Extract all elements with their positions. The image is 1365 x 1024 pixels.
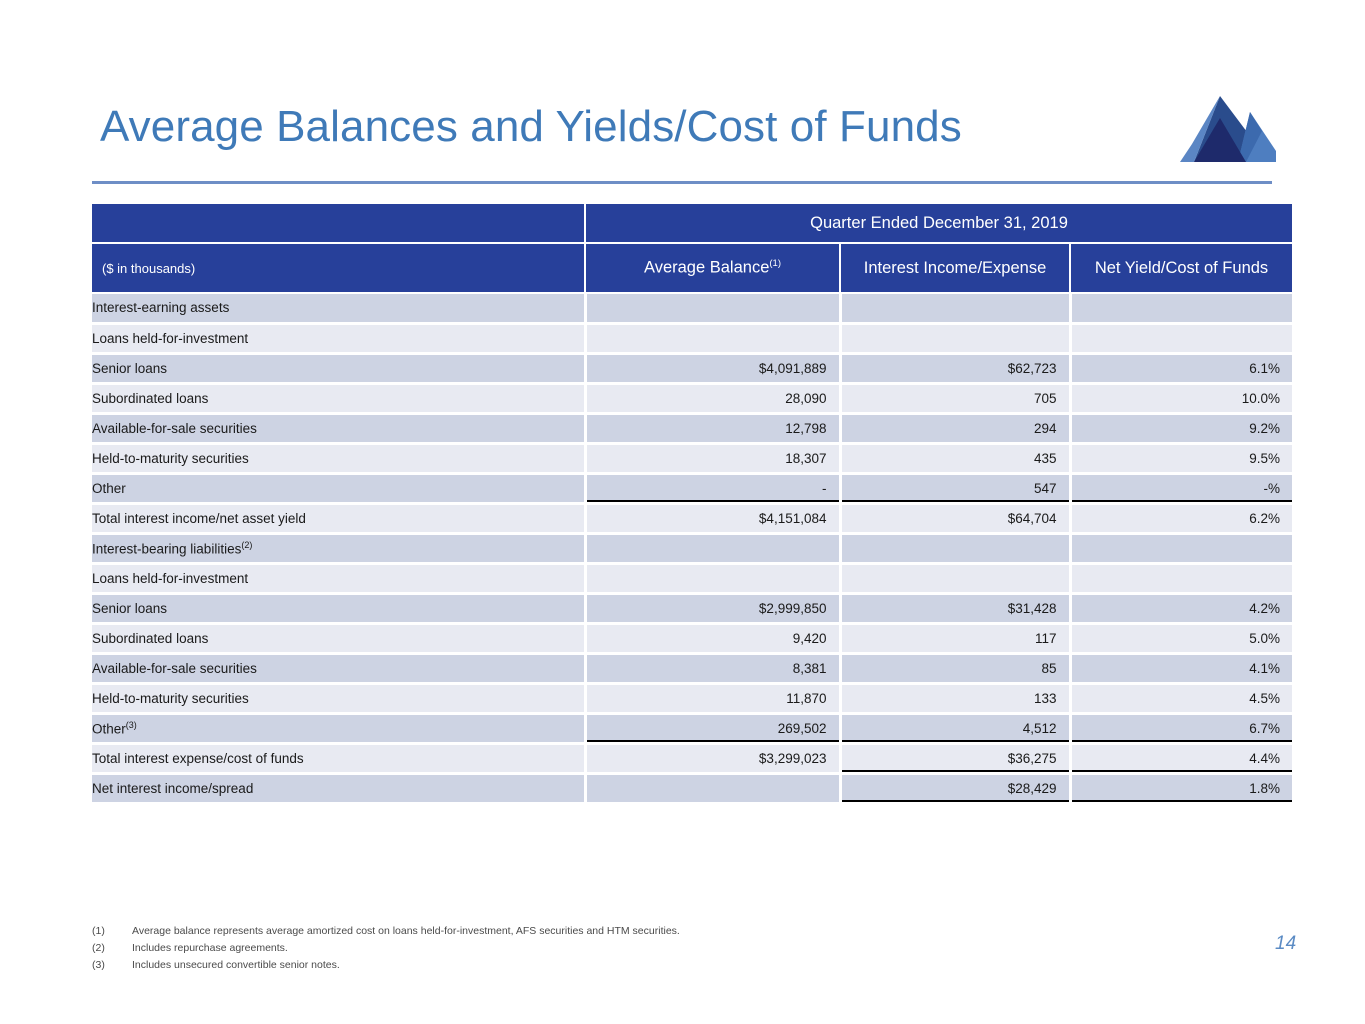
table-row: [92, 473, 1292, 503]
row-label: [92, 293, 585, 323]
row-average-balance: 9,420: [585, 623, 840, 653]
row-interest-income-expense: $31,428: [840, 593, 1070, 623]
row-average-balance: $4,091,889: [585, 353, 840, 383]
table-row: [92, 623, 1292, 653]
row-interest-income-expense: 294: [840, 413, 1070, 443]
row-interest-income-expense: 705: [840, 383, 1070, 413]
row-net-yield-cost-of-funds: [1070, 323, 1292, 353]
table-row: [92, 413, 1292, 443]
row-label: [92, 533, 585, 563]
footnote-marker: (3): [92, 959, 105, 971]
footnote-text: Average balance represents average amortized cost on loans held-for-investment, AFS securities and HTM securities.: [132, 925, 680, 937]
row-interest-income-expense: [840, 533, 1070, 563]
row-label: [92, 563, 585, 593]
row-net-yield-cost-of-funds: 5.0%: [1070, 623, 1292, 653]
row-label-text: Total interest expense/cost of funds: [92, 750, 304, 766]
row-interest-income-expense: 133: [840, 683, 1070, 713]
row-label-footnote: (2): [241, 539, 253, 550]
row-interest-income-expense: 85: [840, 653, 1070, 683]
row-label-text: Interest-earning assets: [92, 300, 230, 316]
mountain-logo: [1180, 96, 1276, 162]
average-balances-table: [92, 204, 1292, 805]
row-net-yield-cost-of-funds: 6.7%: [1070, 713, 1292, 743]
table-row: [92, 323, 1292, 353]
footnote-row: [92, 923, 680, 940]
row-average-balance: 12,798: [585, 413, 840, 443]
page-title: Average Balances and Yields/Cost of Funds: [100, 102, 962, 151]
header-interest-income-expense: [840, 243, 1070, 293]
row-net-yield-cost-of-funds: 6.2%: [1070, 503, 1292, 533]
row-net-yield-cost-of-funds: 1.8%: [1070, 773, 1292, 803]
row-interest-income-expense: 4,512: [840, 713, 1070, 743]
footnote-marker: (2): [92, 942, 105, 954]
page-number: 14: [1275, 933, 1297, 954]
row-average-balance: [585, 323, 840, 353]
row-net-yield-cost-of-funds: 4.1%: [1070, 653, 1292, 683]
row-label-text: Total interest income/net asset yield: [92, 510, 306, 526]
row-net-yield-cost-of-funds: 4.5%: [1070, 683, 1292, 713]
row-average-balance: $3,299,023: [585, 743, 840, 773]
row-label: [92, 383, 585, 413]
table-header: [92, 204, 1292, 293]
row-interest-income-expense: [840, 293, 1070, 323]
row-label: [92, 593, 585, 623]
table-row: [92, 353, 1292, 383]
table-row: [92, 593, 1292, 623]
row-label: [92, 743, 585, 773]
row-label: [92, 713, 585, 743]
header-corner-blank: [92, 204, 585, 243]
row-interest-income-expense: $36,275: [840, 743, 1070, 773]
row-label-text: Held-to-maturity securities: [92, 450, 249, 466]
row-average-balance: [585, 533, 840, 563]
row-label: [92, 773, 585, 803]
row-label-text: Subordinated loans: [92, 390, 209, 406]
footnotes: [92, 923, 680, 974]
header-net-yield-cost-of-funds: [1070, 243, 1292, 293]
row-label-text: Available-for-sale securities: [92, 660, 257, 676]
row-average-balance: [585, 563, 840, 593]
row-label: [92, 323, 585, 353]
header-interest-income-expense-label: Interest Income/Expense: [863, 258, 1047, 277]
row-label-text: Loans held-for-investment: [92, 570, 249, 586]
table-body: [92, 293, 1292, 803]
row-average-balance: -: [585, 473, 840, 503]
header-units-label: ($ in thousands): [92, 243, 585, 293]
row-label: [92, 653, 585, 683]
row-label: [92, 683, 585, 713]
row-net-yield-cost-of-funds: 4.2%: [1070, 593, 1292, 623]
row-net-yield-cost-of-funds: 9.5%: [1070, 443, 1292, 473]
row-average-balance: 269,502: [585, 713, 840, 743]
footnote-text: Includes unsecured convertible senior notes.: [132, 959, 340, 971]
row-label-footnote: (3): [125, 719, 137, 730]
footnote-text: Includes repurchase agreements.: [132, 942, 288, 954]
table-row: [92, 293, 1292, 323]
table-row: [92, 443, 1292, 473]
row-label: [92, 503, 585, 533]
table-row: [92, 683, 1292, 713]
table-row: [92, 713, 1292, 743]
header-average-balance: [585, 243, 840, 293]
row-interest-income-expense: $62,723: [840, 353, 1070, 383]
table-header-row-group: [92, 204, 1292, 243]
row-label-text: Held-to-maturity securities: [92, 690, 249, 706]
row-interest-income-expense: $64,704: [840, 503, 1070, 533]
row-interest-income-expense: 117: [840, 623, 1070, 653]
table-row: [92, 743, 1292, 773]
title-divider: [92, 181, 1272, 184]
row-average-balance: [585, 773, 840, 803]
row-average-balance: 11,870: [585, 683, 840, 713]
row-average-balance: 18,307: [585, 443, 840, 473]
table-row: [92, 773, 1292, 803]
row-label-text: Senior loans: [92, 360, 168, 376]
row-label: [92, 473, 585, 503]
row-interest-income-expense: 547: [840, 473, 1070, 503]
row-label: [92, 413, 585, 443]
row-interest-income-expense: $28,429: [840, 773, 1070, 803]
table-row: [92, 653, 1292, 683]
row-average-balance: $4,151,084: [585, 503, 840, 533]
header-quarter-ended: Quarter Ended December 31, 2019: [585, 204, 1292, 243]
row-interest-income-expense: [840, 323, 1070, 353]
row-label: [92, 623, 585, 653]
row-label: [92, 443, 585, 473]
row-interest-income-expense: [840, 563, 1070, 593]
header-average-balance-label: Average Balance: [644, 258, 770, 277]
row-label-text: Net interest income/spread: [92, 780, 254, 796]
table-row: [92, 383, 1292, 413]
footnote-row: [92, 957, 680, 974]
table-header-row-columns: [92, 243, 1292, 293]
row-label-text: Available-for-sale securities: [92, 420, 257, 436]
row-net-yield-cost-of-funds: 9.2%: [1070, 413, 1292, 443]
row-label-text: Other: [92, 480, 126, 496]
row-label: [92, 353, 585, 383]
row-label-text: Interest-bearing liabilities: [92, 541, 242, 557]
row-average-balance: 8,381: [585, 653, 840, 683]
row-net-yield-cost-of-funds: [1070, 563, 1292, 593]
row-label-text: Senior loans: [92, 600, 168, 616]
row-net-yield-cost-of-funds: 4.4%: [1070, 743, 1292, 773]
row-average-balance: [585, 293, 840, 323]
row-interest-income-expense: 435: [840, 443, 1070, 473]
row-label-text: Other: [92, 721, 126, 737]
row-net-yield-cost-of-funds: [1070, 533, 1292, 563]
row-average-balance: $2,999,850: [585, 593, 840, 623]
footnote-row: [92, 940, 680, 957]
row-net-yield-cost-of-funds: 6.1%: [1070, 353, 1292, 383]
footnote-marker: (1): [92, 925, 105, 937]
row-net-yield-cost-of-funds: -%: [1070, 473, 1292, 503]
header-net-yield-cost-of-funds-label: Net Yield/Cost of Funds: [1094, 258, 1269, 277]
row-net-yield-cost-of-funds: [1070, 293, 1292, 323]
table-row: [92, 563, 1292, 593]
table-row: [92, 503, 1292, 533]
row-average-balance: 28,090: [585, 383, 840, 413]
header-average-balance-footnote: (1): [769, 258, 781, 270]
row-label-text: Subordinated loans: [92, 630, 209, 646]
table-row: [92, 533, 1292, 563]
row-label-text: Loans held-for-investment: [92, 330, 249, 346]
row-net-yield-cost-of-funds: 10.0%: [1070, 383, 1292, 413]
